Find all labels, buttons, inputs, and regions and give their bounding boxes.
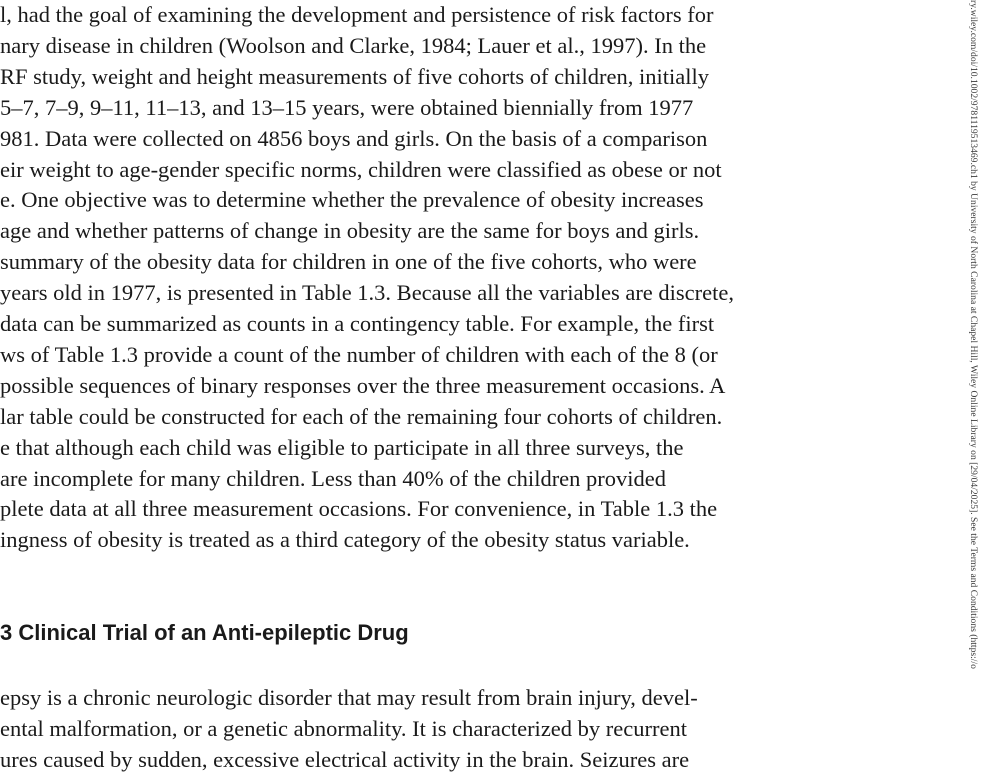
text-line: nary disease in children (Woolson and Clarke, 1984; Lauer et al., 1997). In the xyxy=(0,32,707,58)
text-line: RF study, weight and height measurements of five cohorts of children, initially xyxy=(0,63,710,89)
text-line: years old in 1977, is presented in Table 1.3. Because all the variables are discrete, xyxy=(0,280,735,306)
download-watermark: ry.wiley.com/doi/10.1002/9781119513469.ch1 by University of North Carolina at Chapel Hill, Wiley Online Library on [29/04/2025]. See the Terms and Conditions (https://o xyxy=(968,0,979,669)
text-line: possible sequences of binary responses over the three measurement occasions. A xyxy=(0,372,726,398)
text-line: eir weight to age-gender specific norms, children were classified as obese or not xyxy=(0,156,722,182)
text-line: e. One objective was to determine whether the prevalence of obesity increases xyxy=(0,187,704,213)
text-line: l, had the goal of examining the development and persistence of risk factors for xyxy=(0,2,714,27)
text-line: data can be summarized as counts in a contingency table. For example, the first xyxy=(0,311,715,336)
text-line: age and whether patterns of change in obesity are the same for boys and girls. xyxy=(0,218,700,244)
text-line: ures caused by sudden, excessive electrical activity in the brain. Seizures are xyxy=(0,746,690,772)
section-heading: 3 Clinical Trial of an Anti-epileptic Drug xyxy=(0,620,409,645)
text-line: plete data at all three measurement occasions. For convenience, in Table 1.3 the xyxy=(0,496,718,522)
text-line: ental malformation, or a genetic abnormality. It is characterized by recurrent xyxy=(0,715,687,741)
text-line: ws of Table 1.3 provide a count of the number of children with each of the 8 (or xyxy=(0,341,718,367)
text-line: epsy is a chronic neurologic disorder that may result from brain injury, devel- xyxy=(0,685,698,710)
text-line: 5–7, 7–9, 9–11, 11–13, and 13–15 years, were obtained biennially from 1977 xyxy=(0,94,694,120)
text-line: 981. Data were collected on 4856 boys and girls. On the basis of a comparison xyxy=(0,125,708,151)
text-line: are incomplete for many children. Less than 40% of the children provided xyxy=(0,465,667,491)
text-line: lar table could be constructed for each of the remaining four cohorts of children. xyxy=(0,403,723,429)
text-line: summary of the obesity data for children in one of the five cohorts, who were xyxy=(0,249,697,275)
text-line: ingness of obesity is treated as a third category of the obesity status variable. xyxy=(0,527,690,553)
text-line: e that although each child was eligible to participate in all three surveys, the xyxy=(0,434,684,460)
